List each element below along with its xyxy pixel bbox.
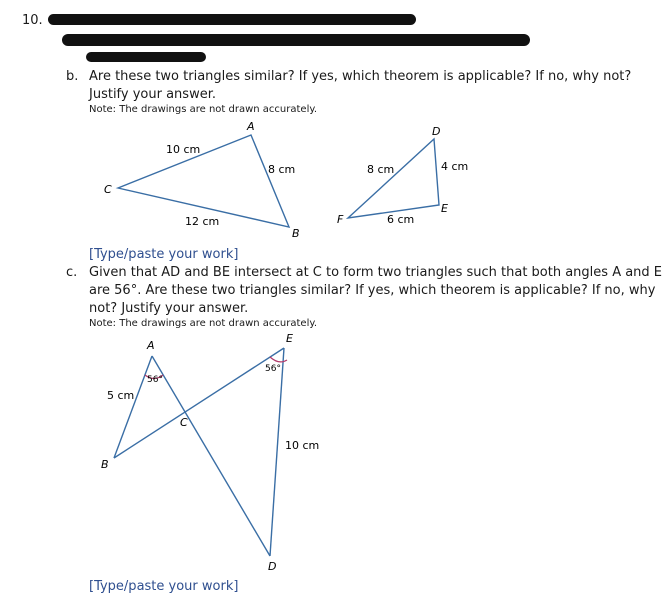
vertex-label-a-c: A	[147, 339, 155, 352]
side-label-fd: 8 cm	[367, 163, 395, 176]
side-label-ab: 8 cm	[268, 163, 296, 176]
angle-label-a: 56°	[147, 375, 163, 385]
vertex-label-c-c: C	[180, 416, 188, 429]
vertex-label-d: D	[432, 125, 441, 138]
part-b-prompt-line2: Justify your answer.	[89, 87, 216, 102]
angle-label-e: 56°	[265, 364, 281, 374]
side-label-ab-c: 5 cm	[107, 389, 135, 402]
triangle-abc	[104, 120, 300, 240]
triangle-def	[337, 125, 468, 226]
vertex-label-a: A	[247, 120, 255, 133]
segment-be	[114, 348, 284, 458]
side-label-ca: 10 cm	[166, 143, 201, 156]
vertex-label-b-c: B	[101, 458, 109, 471]
segment-ed	[270, 348, 284, 556]
triangle-abc-outline	[118, 135, 289, 227]
question-number: 10.	[22, 13, 43, 28]
side-label-ed-c: 10 cm	[285, 439, 320, 452]
vertex-label-d-c: D	[268, 560, 277, 573]
part-b-prompt-line1: Are these two triangles similar? If yes, which theorem is applicable? If no, why not?	[89, 69, 632, 84]
part-c-letter: c.	[66, 265, 78, 280]
intersecting-triangles	[101, 332, 319, 573]
vertex-label-b: B	[292, 227, 300, 240]
part-c-note: Note: The drawings are not drawn accurately.	[89, 318, 318, 329]
part-c-prompt-line2: are 56°. Are these two triangles similar? If yes, which theorem is applicable? If no, why	[89, 283, 656, 298]
angle-arc-e	[270, 357, 287, 362]
side-label-de: 4 cm	[441, 160, 469, 173]
part-c-prompt-line1: Given that AD and BE intersect at C to form two triangles such that both angles A and E	[89, 265, 663, 280]
side-label-cb: 12 cm	[185, 215, 220, 228]
part-c-prompt-line3: not? Justify your answer.	[89, 301, 249, 316]
side-label-fe: 6 cm	[387, 213, 415, 226]
triangle-def-outline	[348, 139, 439, 218]
vertex-label-f: F	[337, 213, 344, 226]
vertex-label-e: E	[441, 202, 448, 215]
segment-ab	[114, 356, 152, 458]
part-b-note: Note: The drawings are not drawn accurately.	[89, 104, 318, 115]
vertex-label-c: C	[104, 183, 112, 196]
vertex-label-e-c: E	[286, 332, 293, 345]
part-c-work-placeholder[interactable]: [Type/paste your work]	[89, 579, 239, 594]
part-b-work-placeholder[interactable]: [Type/paste your work]	[89, 247, 239, 262]
segment-ad	[152, 356, 270, 556]
part-b-letter: b.	[66, 69, 79, 84]
